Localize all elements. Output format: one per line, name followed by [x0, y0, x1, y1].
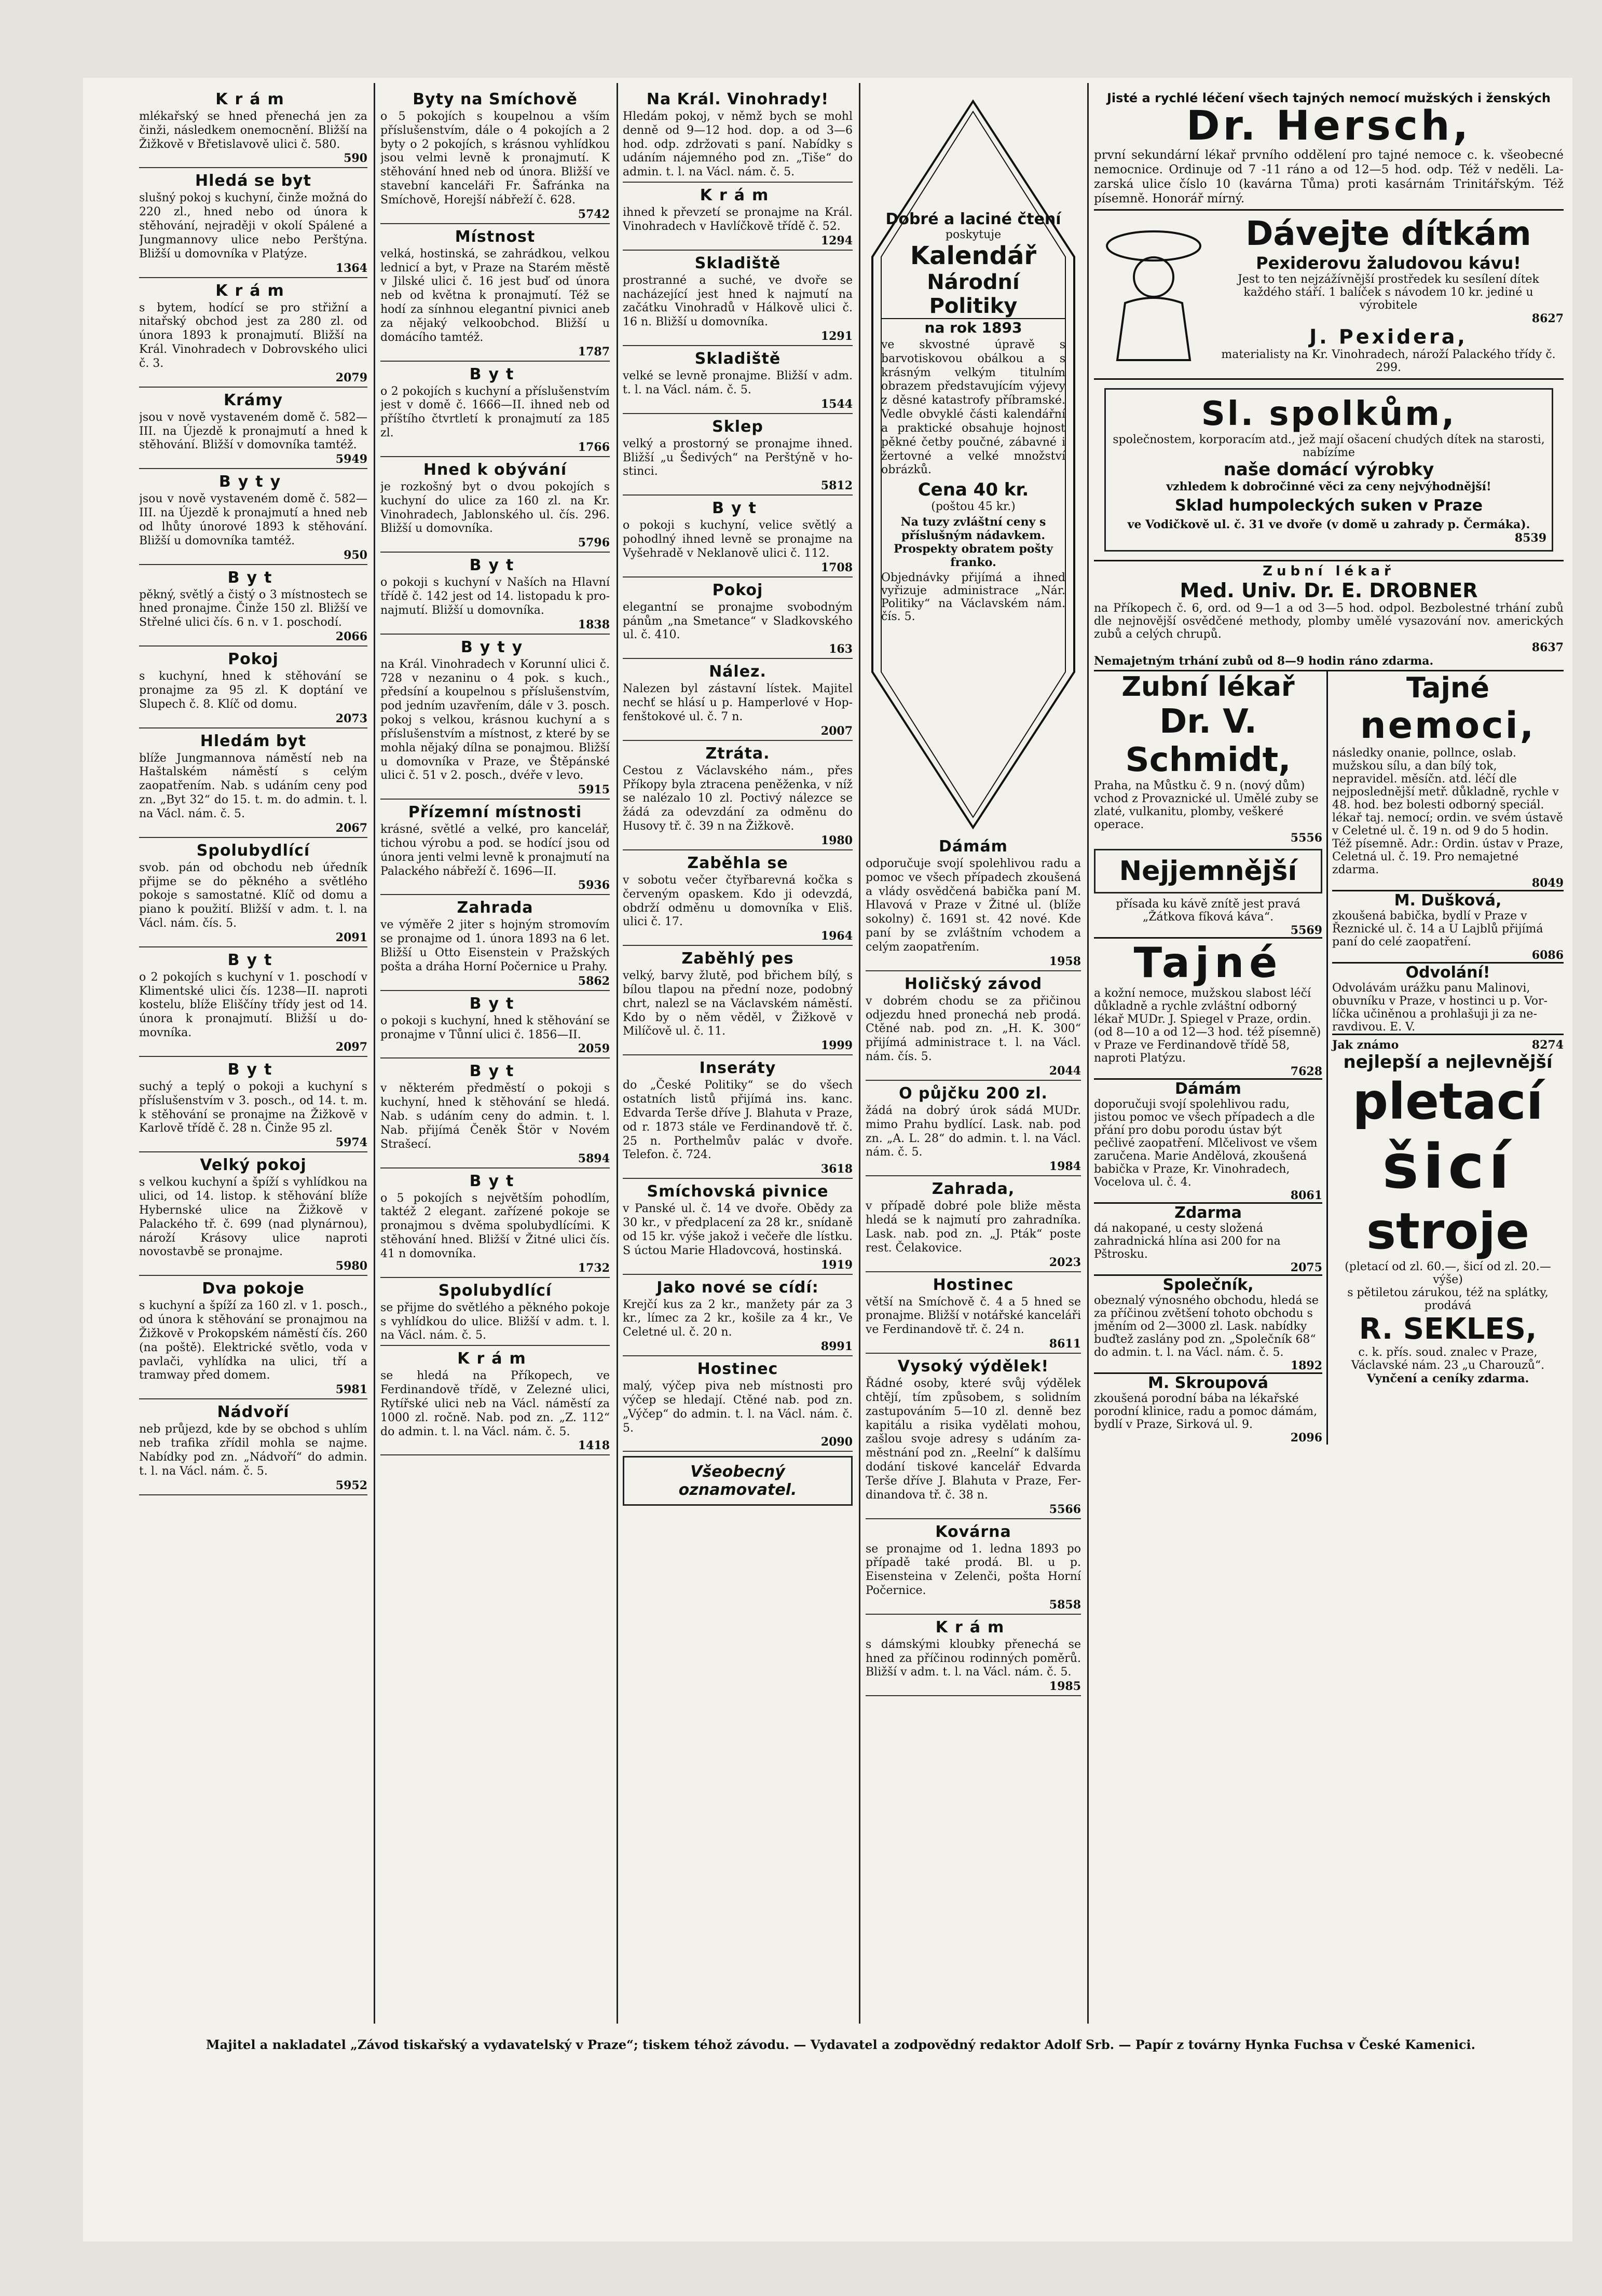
- classified-ad: [139, 1157, 367, 1276]
- ad-heading: Byt: [227, 951, 279, 969]
- ad-text: jsou v nově vystaveném domě č. 582—III. na Újezdě k pronajmutí a hned neb od lhůty únorové 1893 k stěhování. Bližší u domovníka tamtéž.: [139, 492, 367, 547]
- ad-number: 5980: [139, 1259, 367, 1276]
- classified-ad: [139, 1404, 367, 1495]
- tajne2-text: a kožní nemoce, mužskou slabost léčí důkladně a rychle zvláštní odborný lékař MUDr. J. Spiegel v Praze, ordin. (od 8—10 a od 12—3 hod. též písemně) v Praze ve Ferdinandově třídě 58, naproti Platýzu.: [1094, 987, 1321, 1065]
- pex-text: Jest to ten nejzážívnější prostředek ku sesílení dítek každého stáří. 1 balíček s návodem 10 kr. jediné u výrobitele: [1238, 273, 1539, 312]
- schm-number: 5556: [1290, 831, 1322, 845]
- cal-title-1: Dobré a laciné čtení: [885, 210, 1061, 228]
- ad-number: 1766: [380, 441, 610, 457]
- classified-ad: [380, 557, 610, 634]
- classified-ad: [139, 569, 367, 647]
- sek-t4: Vynčení a ceníky zdarma.: [1366, 1372, 1529, 1386]
- ad-text: o pokoji s kuchyní, hned k stěhování se pronajme v Tůnní ulici č. 1856—II.: [380, 1014, 610, 1041]
- dusk-text: zkoušená babička, bydlí v Praze v Řeznické ul. č. 14 a U Lajblů přijímá paní do celé zaopatření.: [1332, 910, 1543, 949]
- ad-number: 1291: [623, 329, 853, 346]
- ad-text: s kuchyní, hned k stěhování se pronajme za 95 zl. K doptání ve Slupech č. 8. Klíč od domu.: [139, 670, 367, 711]
- ad-text: v sobotu večer čtyřbarevná kočka s červeným opaskem. Kdo ji odevzdá, obdrží odměnu u domovníka v Eliš. ulici č. 17.: [623, 873, 853, 929]
- ad-heading: Spolubydlící: [438, 1281, 552, 1300]
- ad-text: Nalezen byl zástavní lístek. Majitel nechť se hlásí u p. Hamperlové v Hopfenštokové ul. č. 7 n.: [623, 682, 853, 723]
- ad-number: 2044: [866, 1064, 1081, 1081]
- ad-text: v některém předměstí o pokoji s kuchyní, hned k stěhování se hledá. Nab. s udáním ceny do admin. t. l. Nab. přijímá Čeněk Štör v Novém Strašecí.: [380, 1082, 610, 1151]
- pex-h1: Dávejte dítkám: [1245, 215, 1531, 254]
- ad-heading: Byt: [469, 994, 521, 1013]
- classified-ad: [139, 733, 367, 838]
- ad-heading: Na Král. Vinohrady!: [646, 91, 829, 108]
- ad-text: odporučuje svojí spolehlivou radu a pomoc ve všech případech zkoušená a vlády osvědčená babička paní M. Hlavová v Praze v Žitné ul. (blíže sokolny) č. 1691 st. 42 nové. Kde paní by se zvláštním vchodem a celým zaopatřením.: [866, 857, 1081, 954]
- ad-text: do „České Politiky“ se do všech ostatních listů přijímá ins. kanc. Edvarda Terše dříve J. Blahuta v Praze, od r. 1873 stále ve Ferdinandově tř. č. 25 n. Porthelmův palác v dvoře. Telefon. č. 724.: [623, 1079, 853, 1162]
- pex-name: J. Pexidera,: [1309, 325, 1468, 349]
- classified-ad: [623, 187, 853, 251]
- hersch-name: Dr. Hersch,: [1186, 103, 1472, 149]
- ad-text: v případě dobré pole bliže města hledá se k najmutí pro zahradníka. Lask. nab. pod zn. „J. Pták“ poste rest. Čelakovice.: [866, 1200, 1081, 1255]
- nejj-h: Nejjemnější: [1094, 849, 1322, 893]
- ad-number: 1787: [380, 345, 610, 362]
- cal-year: na rok 1893: [924, 319, 1022, 336]
- ad-number: 1980: [623, 834, 853, 850]
- skr-h: M. Skroupová: [1148, 1374, 1268, 1393]
- ad-heading: Byty: [218, 473, 288, 491]
- ad-text: o 2 pokojích s kuchyní a příslušenstvím jest v domě č. 1666—II. ihned neb od příštího čtvrtletí k pronajmutí za 185 zl.: [380, 384, 610, 440]
- ad-number: 1985: [866, 1680, 1081, 1696]
- ad-text: blíže Jungmannova náměstí neb na Haštalském náměstí s celým zaopatřením. Nab. s udáním ceny pod zn. „Byt 32“ do 15. t. m. do admin. t. l. na Václ. nám. č. 5.: [139, 751, 367, 820]
- ad-number: 5742: [380, 208, 610, 224]
- odv-h: Odvolání!: [1405, 964, 1490, 982]
- classified-ad: [139, 952, 367, 1057]
- skr-number: 2096: [1290, 1431, 1322, 1445]
- sek-h3: šicí: [1382, 1131, 1514, 1203]
- classified-ad: [866, 975, 1081, 1081]
- classified-ad: [380, 639, 610, 800]
- classified-ad: [380, 1282, 610, 1346]
- ad-text: s velkou kuchyní a špíží s vyhlídkou na ulici, od 14. listop. k stěhování blíže Hybernské ulice na Žižkově v Palackého tř. č. 699 (nad plynárnou), nároží Krásovy ulice naproti novostavbě se pronajme.: [139, 1176, 367, 1259]
- schm-h2: Dr. V. Schmidt,: [1125, 703, 1291, 780]
- cal-title-2: poskytuje: [945, 228, 1002, 241]
- sek-top-number: 8274: [1531, 1038, 1564, 1052]
- ad-heading: Byt: [469, 365, 521, 383]
- column-rule-4: [1087, 83, 1089, 2024]
- classified-ad: [623, 350, 853, 414]
- ad-heading: Skladiště: [694, 254, 781, 272]
- classified-ad: [623, 418, 853, 496]
- ad-heading: Holičský závod: [904, 974, 1043, 993]
- drob-text: na Příkopech č. 6, ord. od 9—1 a od 3—5 hod. odpol. Bezbolestné trhání zubů dle nejnovější osvědčené methody, plomby umělé vysazování nov. amerických zubů a celých chrupů.: [1094, 602, 1564, 641]
- spolk-t2: naše domácí výrobky: [1223, 459, 1434, 480]
- ad-heading: Zahrada: [457, 899, 533, 917]
- ad-heading: Zaběhlý pes: [681, 950, 794, 968]
- ad-heading: Byt: [469, 1172, 521, 1190]
- ad-number: 1294: [623, 234, 853, 251]
- classified-ad: [623, 1060, 853, 1179]
- classified-ad: [623, 582, 853, 659]
- ad-heading: Krám: [215, 281, 291, 300]
- ad-text: prostranné a suché, ve dvoře se nacházející jest hned k najmutí na začátku Vinohradů v Hálkově ulici č. 16 n. Bližší u domovníka.: [623, 273, 853, 329]
- ad-text: Krejčí kus za 2 kr., manžety pár za 3 kr., límec za 2 kr., košile za 4 kr., Ve Celetné ul. č. 20 n.: [623, 1298, 853, 1339]
- ad-heading: Byt: [469, 556, 521, 575]
- box-line-1: Všeobecný: [690, 1463, 785, 1481]
- ad-heading: Vysoký výdělek!: [897, 1357, 1049, 1376]
- ad-number: 5862: [380, 974, 610, 991]
- pexidera-ad: [1094, 211, 1564, 380]
- classified-ad: [139, 91, 367, 168]
- ad-text: se hledá na Příkopech, ve Ferdinandově třídě, v Zelezné ulici, Rytířské ulici neb na Václ. náměstí za 1000 zl. ročně. Nab. pod zn. „Z. 112“ do admin. t. l. na Václ. nám. č. 5.: [380, 1369, 610, 1438]
- ad-number: 2090: [623, 1435, 853, 1452]
- classified-ad: [380, 461, 610, 553]
- classified-ad: [139, 1061, 367, 1152]
- taj-h2: nemoci,: [1360, 704, 1536, 747]
- odv-text: Odvolávám urážku panu Malinovi, obuvníku v Praze, v hostinci u p. Vorlíčka učiněnou a prohlašuji ji za neravdivou. E. V.: [1332, 982, 1564, 1035]
- ad-text: jsou v nově vystaveném domě č. 582—III. na Újezdě k pronajmutí a hned k stěhování. Bližší v domovníka tamtéž.: [139, 410, 367, 452]
- classified-ad: [623, 1360, 853, 1452]
- imprint-footer: Majitel a nakladatel „Závod tiskařský a vydavatelský v Praze“; tiskem téhož závodu. — Vydavatel a zodpovědný redaktor Adolf Srb. — Papír z továrny Hynka Fuchsa v České Kamenici.: [206, 2037, 1475, 2052]
- zdar-text: dá nakopané, u cesty složená zahradnická hlína asi 200 for na Pštrosku.: [1094, 1222, 1281, 1261]
- ad-number: 2079: [139, 371, 367, 388]
- cal-text: ve skvostné úpravě s barvotiskovou obálkou a s krásným velkým titulním obrazem představujícím výjevy z děsné katastrofy příbramské. Vedle obvyklé části kalendářní a praktické obsahuje hojnost pěkné četby poučné, zábavné i žertovné a velké množství obrázků.: [881, 338, 1065, 477]
- drobner-ad: [1094, 560, 1564, 671]
- ad-heading: Zaběhla se: [687, 854, 788, 872]
- ad-number: 2023: [866, 1256, 1081, 1272]
- column-rule-1: [374, 83, 375, 2024]
- ad-heading: Krám: [935, 1618, 1011, 1637]
- ad-number: 5981: [139, 1383, 367, 1399]
- ad-text: velká, hostinská, se zahrádkou, velkou lednicí a byt, v Praze na Starém městě v Jilské ulici č. 16 jest buď od února neb od května k pronajmutí. Též se hodí za sínhnou elegantní pivnici aneb za nějaký velkoobchod. Bližší u domácího tamtéž.: [380, 247, 610, 344]
- classified-ad: [139, 1280, 367, 1399]
- ad-text: s kuchyní a špíží za 160 zl. v 1. posch., od února k stěhování se pronajmou na Žižkově v Prokopském náměstí čís. 260 (na poště). Elektrické světlo, voda v pavlači, vyhlídka na ulici, tří a tramway před domem.: [139, 1299, 367, 1382]
- ad-number: 1958: [866, 955, 1081, 971]
- schm-h1: Zubní lékař: [1121, 671, 1295, 703]
- ad-heading: O půjčku 200 zl.: [899, 1084, 1048, 1103]
- ad-number: 1919: [623, 1258, 853, 1275]
- ad-text: Řádné osoby, které svůj výdělek chtějí, tím způsobem, s solidním zastupováním 5—10 zl. denně bez kapitálu a risika vydělati mohou, zašlou svoje adresy s udáním zaměstnání pod zn. „Reelní“ k dalšímu dodání tiskové kancelář Edvarda Terše dříve J. Blahuta v Praze, Ferdinandova tř. č. 38 n.: [866, 1377, 1081, 1502]
- ad-text: mlékařský se hned přenechá jen za činži, následkem onemocnění. Bližší na Žižkově v Břetislavově ulici č. 580.: [139, 110, 367, 151]
- ad-number: 5974: [139, 1136, 367, 1152]
- ad-text: o 5 pokojích s koupelnou a vším příslušenstvím, dále o 4 pokojích a 2 byty o 2 pokojích, s krásnou vyhlídkou jsou velmi levně k pronajmutí. K stěhování hned neb od února. Bližší ve stavební kanceláři Fr. Šafránka na Smíchově, Horejší nábřeží č. 628.: [380, 110, 610, 207]
- classified-ad: [139, 473, 367, 565]
- sek-top: Jak známo: [1332, 1038, 1399, 1052]
- ad-text: pěkný, světlý a čistý o 3 místnostech se hned pronajme. Činže 150 zl. Bližší ve Střelné ulici čís. 6 n. v 1. poschodí.: [139, 588, 367, 629]
- column-5: [1094, 91, 1564, 2021]
- schm-text: Praha, na Můstku č. 9 n. (nový dům) vchod z Provaznické ul. Umělé zuby se zlaté, vulkanitu, plomby, veškeré operace.: [1094, 779, 1319, 832]
- ad-text: velký a prostorný se pronajme ihned. Bližší „u Šedivých“ na Perštýně v hostinci.: [623, 437, 853, 478]
- classified-ad: [380, 995, 610, 1059]
- classified-ad: [623, 91, 853, 183]
- ad-heading: Krám: [700, 186, 776, 205]
- ad-text: slušný pokoj s kuchyní, činže možná do 220 zl., hned nebo od února k stěhování, nejraději v okolí Spálené a Jungmannovy ulice nebo Perštýna. Bližší u domovníka v Platýze.: [139, 191, 367, 260]
- ad-heading: Jako nové se cídí:: [656, 1278, 819, 1297]
- sek-t2: s pětiletou zárukou, též na splátky, prodává: [1347, 1286, 1549, 1313]
- ad-text: v Panské ul. č. 14 ve dvoře. Obědy za 30 kr., v předplacení za 28 kr., snídaně od 15 kr. výše jakož i večeře dle lístku. S úctou Marie Hladovcová, hostinská.: [623, 1202, 853, 1257]
- ad-heading: Byt: [227, 568, 279, 587]
- classified-ad: [623, 855, 853, 946]
- ad-number: 2007: [623, 724, 853, 741]
- cal-order: Objednávky přijímá a ihned vyřizuje administrace „Nár. Politiky“ na Václavském nám. čís. 5.: [881, 571, 1065, 624]
- ad-text: se pronajme od 1. ledna 1893 po případě také prodá. Bl. u p. Eisensteina v Zelenči, pošta Horní Počernice.: [866, 1542, 1081, 1597]
- ad-text: s dámskými kloubky přenechá se hned za příčinou rodinných poměrů. Bližší v adm. t. l. na Václ. nám. č. 5.: [866, 1638, 1081, 1679]
- classified-ad: [623, 1183, 853, 1274]
- ad-text: velký, barvy žlutě, pod břichem bílý, s bílou tlapou na přední noze, podobný chrt, nalezl se na Václavském náměstí. Kdo by o něm věděl, v Žižkově v Milíčově ul. č. 11.: [623, 969, 853, 1038]
- ad-text: ve výměře 2 jiter s hojným stromovím se pronajme od 1. února 1893 na 6 let. Bližší u Otto Eisenstein v Pražských pošta a dráha Horní Počernice u Prahy.: [380, 918, 610, 973]
- classified-ad: [139, 172, 367, 278]
- classified-ad: [866, 1180, 1081, 1272]
- ad-heading: Byt: [712, 499, 763, 518]
- ad-number: 950: [139, 548, 367, 565]
- ad-heading: Kovárna: [935, 1522, 1011, 1541]
- drob-name: Med. Univ. Dr. E. DROBNER: [1180, 579, 1478, 602]
- ad-number: 1838: [380, 618, 610, 635]
- ad-heading: Hledá se byt: [195, 172, 311, 190]
- spol-number: 1892: [1094, 1359, 1322, 1374]
- column-2: [380, 91, 610, 2021]
- classified-ad: [866, 1523, 1081, 1615]
- classified-ad: [623, 745, 853, 850]
- taj-h1: Tajné: [1406, 671, 1489, 705]
- tajne2-h: Tajné: [1133, 939, 1283, 987]
- spolkum-ad: [1104, 388, 1553, 552]
- ad-number: 5812: [623, 479, 853, 496]
- pex-h2: Pexiderovu žaludovou kávu!: [1256, 253, 1521, 273]
- zdar-number: 2075: [1094, 1261, 1322, 1276]
- ad-number: 8611: [866, 1337, 1081, 1354]
- ad-heading: Sklep: [712, 417, 763, 436]
- classified-ad: [623, 663, 853, 740]
- classified-ad: [866, 1085, 1081, 1176]
- drob-number: 8637: [1531, 641, 1564, 655]
- ad-heading: Krám: [215, 91, 291, 108]
- sek-name: R. SEKLES,: [1359, 1312, 1537, 1346]
- dam-h: Dámám: [1175, 1080, 1241, 1098]
- ad-heading: Přízemní místnosti: [408, 803, 582, 822]
- ad-text: velké se levně pronajme. Bližší v adm. t. l. na Václ. nám. č. 5.: [623, 369, 853, 396]
- ad-text: se přijme do světlého a pěkného pokoje s vyhlídkou do ulice. Bližší v adm. t. l. na Václ. nám. č. 5.: [380, 1301, 610, 1342]
- ad-number: 5949: [139, 452, 367, 469]
- hersch-ad: [1094, 91, 1564, 211]
- ad-number: 1999: [623, 1039, 853, 1055]
- ad-heading: Velký pokoj: [200, 1156, 307, 1175]
- col5-split: [1094, 671, 1564, 1445]
- dam-number: 8061: [1094, 1189, 1322, 1204]
- classified-ad: [380, 1173, 610, 1278]
- ad-text: o pokoji s kuchyní v Naších na Hlavní třídě č. 142 jest od 14. listopadu k pronajmutí. Bližší u domovníka.: [380, 576, 610, 617]
- dam-text: doporučuji svojí spolehlivou radu, jistou pomoc ve všech případech a dle přání pro dobu porodu ústav být pečlivé zaopatření. Mlčelivost ve všem zaručena. Marie Andělová, zkoušená babička v Praze, Kr. Vinohradech, Vocelova ul. č. 4.: [1094, 1098, 1318, 1189]
- ad-number: 5952: [139, 1479, 367, 1495]
- ad-number: 5936: [380, 878, 610, 895]
- ad-heading: Pokoj: [228, 650, 279, 669]
- ad-heading: Inseráty: [699, 1059, 776, 1078]
- ad-number: 590: [139, 152, 367, 168]
- classified-ad: [380, 804, 610, 895]
- sek-h4: stroje: [1366, 1202, 1530, 1261]
- ad-number: 2066: [139, 630, 367, 647]
- child-illustration: [1094, 215, 1213, 370]
- ad-number: [380, 1343, 610, 1346]
- taj-number: 8049: [1332, 876, 1564, 891]
- ad-number: 1964: [623, 929, 853, 946]
- sek-t1: (pletací od zl. 60.—, šicí od zl. 20.— výše): [1345, 1260, 1551, 1287]
- spolk-number: 8539: [1514, 531, 1546, 545]
- box-line-2: oznamovatel.: [678, 1481, 797, 1500]
- ad-number: 1364: [139, 262, 367, 278]
- ad-heading: Hostinec: [697, 1360, 778, 1379]
- spol-text: obeznalý výnosného obchodu, hledá se za příčinou zvětšení tohoto obchodu s jměním od 2—3000 zl. Lask. nabídky buďtež zaslány pod zn. „Společník 68“ do admin. t. l. na Václ. nám. č. 5.: [1094, 1294, 1319, 1359]
- ad-heading: Skladiště: [694, 350, 781, 368]
- hersch-top: Jisté a rychlé léčení všech tajných nemocí mužských i ženských: [1107, 91, 1551, 105]
- ad-number: 5796: [380, 536, 610, 553]
- column-rule-3: [859, 83, 860, 2024]
- ad-heading: Spolubydlící: [196, 841, 310, 860]
- spolk-t3: vzhledem k dobročinné věci za ceny nejvýhodnější!: [1166, 480, 1491, 494]
- classified-ad: [623, 500, 853, 577]
- ad-number: 1708: [623, 561, 853, 578]
- cal-post: (poštou 45 kr.): [931, 500, 1016, 514]
- ad-number: 2097: [139, 1040, 367, 1057]
- ad-number: 3618: [623, 1162, 853, 1179]
- classified-ad: [623, 255, 853, 346]
- sek-h1: nejlepší a nejlevnější: [1343, 1052, 1553, 1073]
- ad-heading: Smíchovská pivnice: [647, 1183, 829, 1201]
- ad-text: krásné, světlé a velké, pro kancelář, tichou výrobu a pod. se hodící jsou od února jenti velmi levně k pronajmutí na Palackého nábřeží č. 1696—II.: [380, 823, 610, 878]
- ad-number: 2059: [380, 1042, 610, 1058]
- ad-number: [623, 180, 853, 183]
- column-1: [139, 91, 367, 2021]
- ad-heading: Místnost: [455, 227, 536, 246]
- ad-number: 5894: [380, 1152, 610, 1168]
- hersch-text: první sekundární lékař prvního oddělení pro tajné nemoce c. k. všeobecné nemocnice. Ordinuje od 7 -11 ráno a od 12—5 hod. odp. Též v neděli. Lazarská ulice číslo 10 (kavárna Tůma) proti kasárnám Trinitářským. Též písemně. Honorář mírný.: [1094, 148, 1564, 206]
- taj-text: následky onanie, pollnce, oslab. mužskou sílu, a dan bílý tok, nepravidel. měsíčn. atd. léčí dle nejposlednější metř. důkladně, rychle v 48. hod. bez bolesti odborný speciál. lékař taj. nemocí; ordin. ve svém ústavě v Celetné ul. č. 19 n. od 9 do 5 hodin. Též písemně. Adr.: Ordin. ústav v Praze, Celetná ul. č. 19. Pro nemajetné zdarma.: [1332, 747, 1564, 877]
- ad-heading: Byt: [469, 1062, 521, 1081]
- column-3: [623, 91, 853, 2021]
- classified-ad: [380, 366, 610, 457]
- classified-ad: [866, 1276, 1081, 1354]
- sek-t3: c. k. přís. soud. znalec v Praze, Václavské nám. 23 „u Charouzů“.: [1351, 1346, 1545, 1372]
- spol-h: Společník,: [1162, 1276, 1254, 1295]
- dusk-number: 6086: [1332, 948, 1564, 964]
- ad-text: Hledám pokoj, v němž bych se mohl denně od 9—12 hod. dop. a od 3—6 hod. odp. zdržovati s paní. Nabídky s udáním nájemného pod zn. „Tiše“ do admin. t. l. na Václ. nám. č. 5.: [623, 110, 853, 179]
- ad-text: ihned k převzetí se pronajme na Král. Vinohradech v Havlíčkově třídě č. 52.: [623, 206, 853, 233]
- ad-heading: Byt: [227, 1060, 279, 1079]
- ad-heading: Pokoj: [712, 581, 763, 599]
- ad-heading: Krám: [457, 1350, 533, 1368]
- classified-ad: [139, 842, 367, 947]
- ad-number: 2091: [139, 931, 367, 947]
- spolk-t4: Sklad humpoleckých suken v Praze: [1175, 497, 1483, 515]
- ad-text: neb průjezd, kde by se obchod s uhlím neb trafika zřídil mohla se najme. Nabídky pod zn. „Nádvoří“ do admin. t. l. na Václ. nám. č. 5.: [139, 1423, 367, 1478]
- ad-number: 8991: [623, 1340, 853, 1356]
- ad-text: Cestou z Václavského nám., přes Příkopy byla ztracena peněženka, v níž se nalézalo 10 zl. Poctivý nálezce se žádá za odevzdání za odměnu do Husovy tř. č. 39 n na Žižkově.: [623, 764, 853, 833]
- ad-number: 1984: [866, 1160, 1081, 1176]
- ad-number: 163: [623, 642, 853, 659]
- zdar-h: Zdarma: [1174, 1204, 1242, 1222]
- dusk-h: M. Dušková,: [1394, 891, 1502, 910]
- classified-ad: [380, 91, 610, 224]
- ad-number: 1732: [380, 1261, 610, 1278]
- ad-number: 5858: [866, 1598, 1081, 1615]
- ad-heading: Hledám byt: [200, 732, 307, 750]
- ad-heading: Byty na Smíchově: [413, 91, 578, 108]
- ad-text: o pokoji s kuchyní, velice světlý a pohodlný ihned levně se pronajme na Vyšehradě v Neklanově ulici č. 112.: [623, 519, 853, 560]
- drob-top: Zubní lékař: [1263, 563, 1395, 580]
- spolk-t5: ve Vodičkově ul. č. 31 ve dvoře (v domě u zahrady p. Čermáka).: [1127, 518, 1530, 532]
- ad-heading: Hned k obývání: [423, 460, 567, 479]
- ad-text: o 5 pokojích s největším pohodlím, taktéž 2 elegant. zařízené pokoje se pronajmou s dvěma spolubydlícími. K stěhování hned. Bližší v Žitné ulici čís. 41 n domovníka.: [380, 1191, 610, 1260]
- classified-ad: [139, 651, 367, 728]
- ad-heading: Dva pokoje: [202, 1280, 305, 1298]
- classified-ad: [866, 838, 1081, 971]
- cal-title-4: Národní Politiky: [881, 270, 1065, 319]
- classified-ad: [139, 392, 367, 469]
- ad-heading: Krámy: [223, 391, 283, 409]
- classified-ad: [623, 1279, 853, 1356]
- classified-ad: [866, 1619, 1081, 1696]
- column-rule-2: [617, 83, 618, 2024]
- classified-ad: [380, 1350, 610, 1455]
- ad-heading: Zahrada,: [932, 1180, 1015, 1199]
- ad-heading: Hostinec: [933, 1275, 1014, 1294]
- ad-text: žádá na dobrý úrok sádá MUDr. mimo Prahu bydlící. Lask. nab. pod zn. „A. L. 28“ do admin. t. l. na Václ. nám. č. 5.: [866, 1104, 1081, 1159]
- cal-price: Cena 40 kr.: [918, 479, 1029, 501]
- cal-special: Na tuzy zvláštní ceny s příslušným nádavkem. Prospekty obratem pošty franko.: [894, 515, 1053, 570]
- ad-text: suchý a teplý o pokoji a kuchyní s příslušenstvím v 3. posch., od 14. t. m. k stěhování se pronajme na Žižkově v Karlově třídě č. 28 n. Činže 95 zl.: [139, 1080, 367, 1135]
- ad-number: 5915: [380, 783, 610, 800]
- pex-number: 8627: [1531, 312, 1564, 326]
- classified-ad: [623, 950, 853, 1055]
- ad-text: o 2 pokojích s kuchyní v 1. poschodí v Klimentské ulici čís. 1238—II. naproti kostelu, blíže Eliščíny třídy jest od 14. února k pronajmutí. Bližší u domovníka.: [139, 970, 367, 1040]
- ad-heading: Nález.: [709, 663, 766, 681]
- spolk-t1: společnostem, korporacím atd., jež mají ošacení chudých dítek na starosti, nabízíme: [1113, 433, 1545, 460]
- classified-ad: [866, 1358, 1081, 1519]
- ad-heading: Dámám: [939, 837, 1008, 856]
- sek-h2: pletací: [1352, 1073, 1543, 1131]
- tajne2-number: 7628: [1094, 1065, 1322, 1080]
- classified-ad: [380, 228, 610, 362]
- skr-text: zkoušená porodní bába na lékařské porodní klinice, radu a pomoc dámám, bydlí v Praze, Sirková ul. 9.: [1094, 1392, 1318, 1432]
- ad-text: elegantní se pronajme svobodným pánům „na Smetance“ v Sladkovského ul. č. 410.: [623, 600, 853, 642]
- general-advertiser-box: [623, 1456, 853, 1506]
- classified-ad: [139, 282, 367, 388]
- spolk-h: Sl. spolkům,: [1201, 395, 1457, 434]
- nejj-text: přísada ku kávě znítě jest pravá „Žátkova fíková káva“.: [1116, 898, 1300, 924]
- nejj-number: 5569: [1094, 924, 1322, 939]
- ad-number: 5566: [866, 1503, 1081, 1519]
- ad-heading: Byty: [460, 638, 530, 656]
- classified-ad: [380, 1063, 610, 1168]
- cal-title-3: Kalendář: [910, 241, 1037, 270]
- ad-text: s bytem, hodící se pro střižní a nitařský obchod jest za 280 zl. od února 1893 k pronajmutí. Bližší na Král. Vinohradech v Dobrovského ulici č. 3.: [139, 301, 367, 370]
- ad-text: větší na Smíchově č. 4 a 5 hned se pronajme. Bližší v notářské kanceláři ve Ferdinandově tř. č. 24 n.: [866, 1295, 1081, 1337]
- ad-number: 1544: [623, 397, 853, 414]
- ad-text: na Král. Vinohradech v Korunní ulici č. 728 v nezaninu o 4 pok. s kuch., předsíní a koupelnou s příslušenstvím, pod jedním uzavřením, dále v 3. posch. pokoj s velkou, krásnou kuchyní a s příslušenstvím a místnost, z které by se mohla nějaký dílna se ponajmou. Bližší u domovníka v Praze, ve Štěpánské ulici č. 51 v 2. posch., dvéře v levo.: [380, 657, 610, 782]
- ad-text: svob. pán od obchodu neb úředník přijme se do pěkného a světlého pokoje s samostatné. Klíč od domu a piano k použití. Bližší v adm. t. l. na Václ. nám. čís. 5.: [139, 861, 367, 930]
- ad-text: malý, výčep piva neb místnosti pro výčep se hledají. Ctěné nab. pod zn. „Výčep“ do admin. t. l. na Václ. nám. č. 5.: [623, 1380, 853, 1435]
- ad-number: 1418: [380, 1439, 610, 1455]
- ad-heading: Ztráta.: [705, 744, 770, 763]
- ad-number: 2073: [139, 712, 367, 728]
- pex-address: materialisty na Kr. Vinohradech, nároží Palackého třídy č. 299.: [1221, 348, 1556, 375]
- ad-text: je rozkošný byt o dvou pokojích s kuchyní do ulice za 160 zl. na Kr. Vinohradech, Jablonského ul. čís. 296. Bližší u domovníka.: [380, 480, 610, 535]
- ad-text: v dobrém chodu se za přičinou odjezdu hned pronechá neb prodá. Ctěné nab. pod zn. „H. K. 300“ přijímá administrace t. l. na Václ. nám. čís. 5.: [866, 994, 1081, 1064]
- classified-ad: [380, 899, 610, 991]
- calendar-ad: [866, 91, 1081, 838]
- ad-heading: Nádvoří: [217, 1403, 290, 1422]
- ad-number: 2067: [139, 821, 367, 838]
- drob-text2: Nemajetným trhání zubů od 8—9 hodin ráno zdarma.: [1094, 654, 1434, 668]
- column-4: [866, 91, 1081, 2021]
